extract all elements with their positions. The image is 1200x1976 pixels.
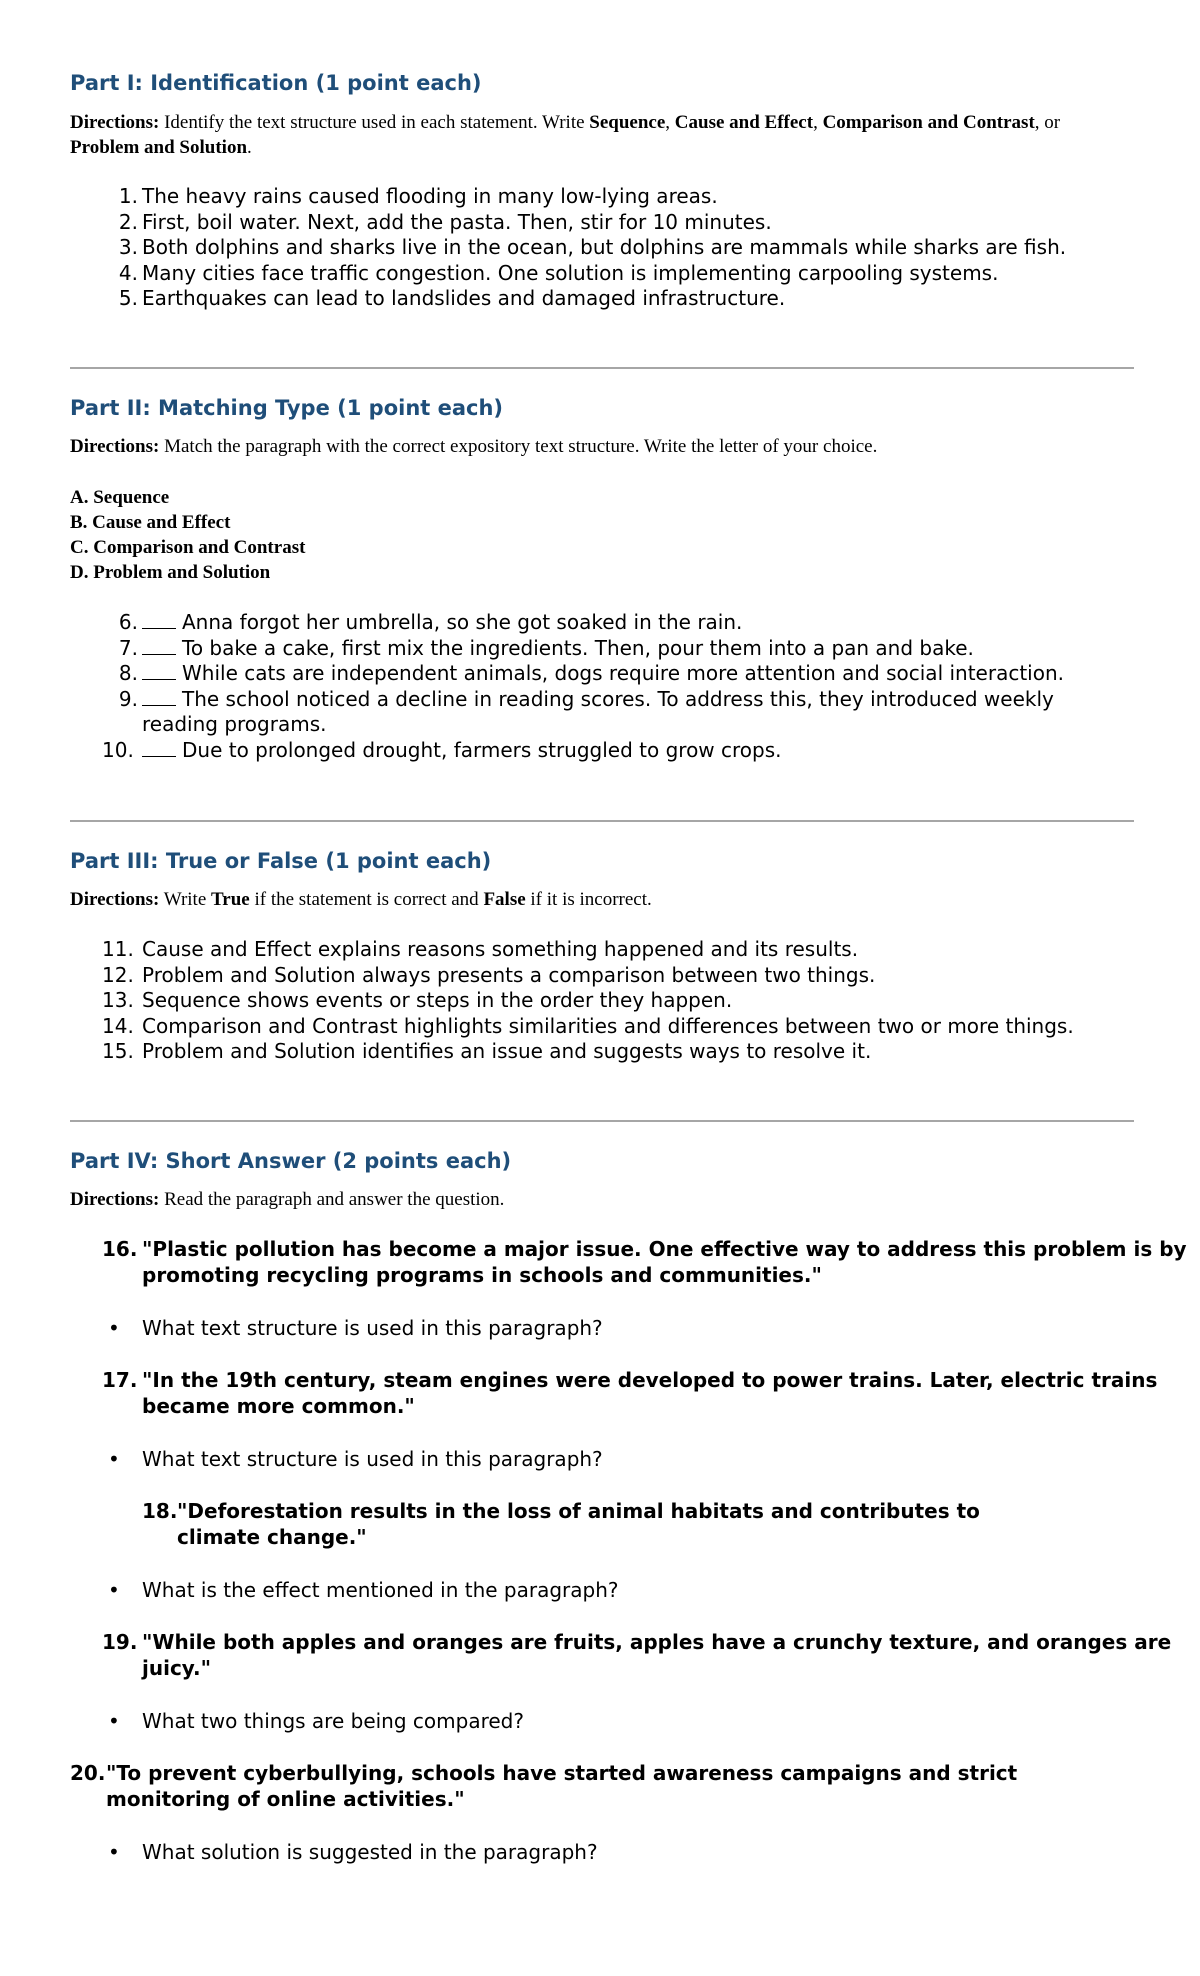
list-item: 9. The school noticed a decline in reading scores. To address this, they introduced weekly reading programs. [118, 686, 1054, 736]
answer-blank[interactable] [142, 610, 176, 629]
list-item: 3. Both dolphins and sharks live in the ocean, but dolphins are mammals while sharks are fish. [118, 235, 1067, 259]
part3-directions: Directions: Write True if the statement is correct and False if it is incorrect. [70, 889, 652, 910]
list-item: 15. Problem and Solution identifies an issue and suggests ways to resolve it. [102, 1039, 872, 1063]
question-18: 18. "Deforestation results in the loss of animal habitats and contributes to climate change." [142, 1499, 980, 1549]
question-17: 17. "In the 19th century, steam engines were developed to power trains. Later, electric trains became more common." [102, 1368, 1158, 1418]
part2-directions: Directions: Match the paragraph with the correct expository text structure. Write the letter of your choice. [70, 436, 878, 457]
part3-list [70, 937, 1134, 1065]
question-19: 19. "While both apples and oranges are fruits, apples have a crunchy texture, and oranges are juicy." [102, 1630, 1172, 1680]
list-item: 14. Comparison and Contrast highlights similarities and differences between two or more things. [102, 1013, 1074, 1038]
part1-directions: Directions: Identify the text structure used in each statement. Write Sequence, Cause and Effect, Comparison and Contrast, or Problem and Solution. [70, 112, 1061, 158]
list-item: 6. Anna forgot her umbrella, so she got soaked in the rain. [118, 610, 743, 634]
list-item: 1. The heavy rains caused flooding in many low-lying areas. [118, 184, 718, 208]
list-item: 8. While cats are independent animals, dogs require more attention and social interaction. [118, 661, 1065, 685]
bullet-16: • What text structure is used in this paragraph? [108, 1316, 603, 1340]
section-divider [70, 820, 1134, 822]
answer-blank[interactable] [142, 636, 176, 655]
bullet-20: • What solution is suggested in the paragraph? [108, 1840, 598, 1864]
answer-blank[interactable] [142, 738, 176, 757]
list-item: 2. First, boil water. Next, add the pasta. Then, stir for 10 minutes. [118, 209, 772, 234]
part1-title: Part I: Identification (1 point each) [70, 71, 482, 95]
part1-list [70, 184, 1134, 312]
part4-directions: Directions: Read the paragraph and answer the question. [70, 1189, 505, 1210]
section-divider [70, 367, 1134, 369]
list-item: 7. To bake a cake, first mix the ingredients. Then, pour them into a pan and bake. [118, 635, 974, 660]
list-item: 12. Problem and Solution always presents a comparison between two things. [102, 962, 876, 987]
part2-list [70, 610, 1134, 763]
choice-a: A. Sequence [70, 487, 170, 508]
choice-c: C. Comparison and Contrast [70, 537, 306, 558]
question-20: 20. "To prevent cyberbullying, schools have started awareness campaigns and strict monitoring of online activities." [70, 1761, 1018, 1811]
bullet-18: • What is the effect mentioned in the paragraph? [108, 1578, 619, 1602]
choice-d: D. Problem and Solution [70, 562, 271, 583]
section-divider [70, 1120, 1134, 1122]
list-item: 11. Cause and Effect explains reasons something happened and its results. [102, 937, 859, 961]
list-item: 4. Many cities face traffic congestion. One solution is implementing carpooling systems. [118, 260, 999, 285]
list-item: 10. Due to prolonged drought, farmers struggled to grow crops. [102, 737, 782, 762]
list-item: 5. Earthquakes can lead to landslides and damaged infrastructure. [118, 286, 786, 310]
choice-b: B. Cause and Effect [70, 512, 231, 533]
part3-title: Part III: True or False (1 point each) [70, 849, 492, 873]
part2-section [70, 395, 1134, 421]
list-item: 13. Sequence shows events or steps in the order they happen. [102, 988, 733, 1012]
part1-section [70, 70, 1134, 96]
directions-label: Directions: [70, 112, 160, 133]
answer-blank[interactable] [142, 661, 176, 680]
part4-section [70, 1148, 1134, 1174]
part4-title: Part IV: Short Answer (2 points each) [70, 1149, 512, 1173]
bullet-19: • What two things are being compared? [108, 1709, 524, 1733]
part3-section [70, 848, 1134, 874]
question-16: 16. "Plastic pollution has become a major issue. One effective way to address this problem is by promoting recycling programs in schools and communities." [102, 1237, 1187, 1287]
answer-blank[interactable] [142, 687, 176, 706]
part2-title: Part II: Matching Type (1 point each) [70, 396, 504, 420]
choices-list [70, 485, 1134, 585]
bullet-17: • What text structure is used in this paragraph? [108, 1447, 603, 1471]
